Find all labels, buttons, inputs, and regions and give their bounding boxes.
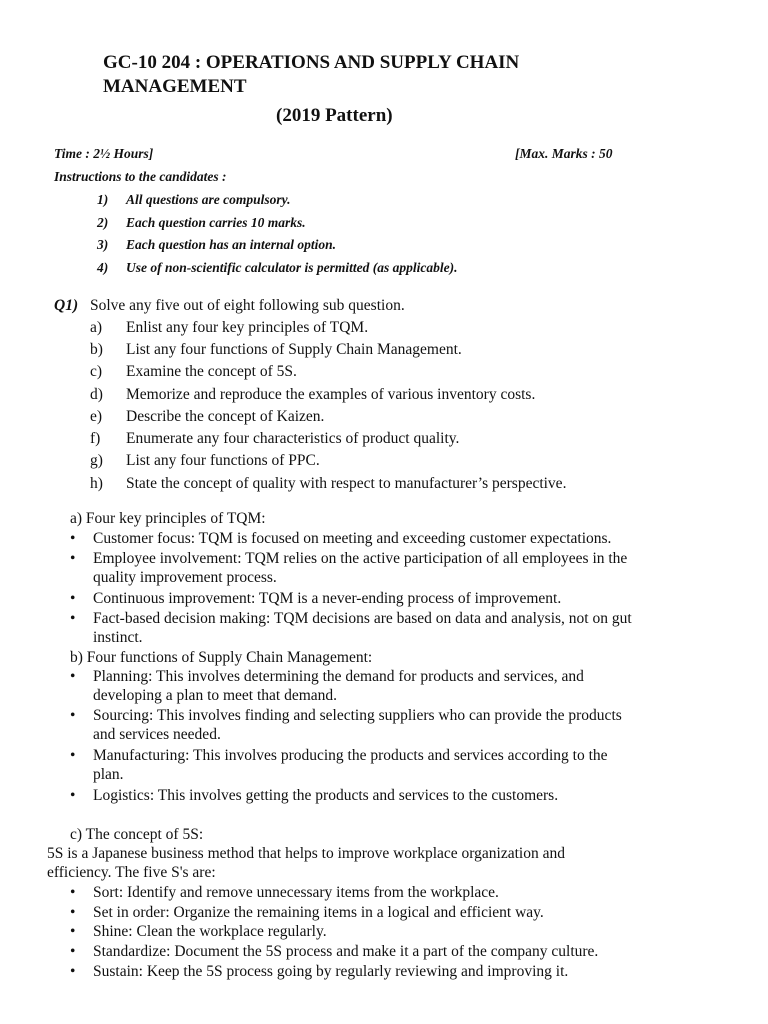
instructions-heading: Instructions to the candidates :: [54, 169, 227, 184]
subquestion-text: State the concept of quality with respect to manufacturer’s perspective.: [126, 475, 567, 492]
subquestion-letter: h): [90, 475, 103, 492]
bullet-marker: •: [70, 668, 76, 685]
bullet-text-continued: instinct.: [93, 629, 143, 646]
exam-title-line1: GC-10 204 : OPERATIONS AND SUPPLY CHAIN: [103, 52, 520, 73]
subquestion-letter: b): [90, 341, 103, 358]
instruction-text: All questions are compulsory.: [126, 192, 291, 207]
bullet-text-continued: quality improvement process.: [93, 569, 277, 586]
instruction-text: Each question has an internal option.: [126, 237, 337, 252]
subquestion-letter: a): [90, 319, 103, 336]
question-prompt: Solve any five out of eight following sub question.: [90, 297, 405, 314]
bullet-marker: •: [70, 904, 76, 921]
instruction-number: 3): [97, 237, 109, 252]
subquestion-text: Memorize and reproduce the examples of various inventory costs.: [126, 386, 536, 403]
bullet-text: Sustain: Keep the 5S process going by regularly reviewing and improving it.: [93, 963, 569, 980]
answer-c-heading: c) The concept of 5S:: [70, 826, 204, 843]
bullet-marker: •: [70, 943, 76, 960]
bullet-text: Sort: Identify and remove unnecessary items from the workplace.: [93, 884, 499, 901]
bullet-text: Fact-based decision making: TQM decisions are based on data and analysis, not on gut: [93, 610, 632, 627]
bullet-marker: •: [70, 884, 76, 901]
bullet-text: Customer focus: TQM is focused on meeting and exceeding customer expectations.: [93, 530, 612, 547]
bullet-text: Planning: This involves determining the demand for products and services, and: [93, 668, 584, 685]
bullet-text-continued: developing a plan to meet that demand.: [93, 687, 338, 704]
instruction-number: 1): [97, 192, 109, 207]
exam-max-marks: [Max. Marks : 50: [515, 146, 613, 161]
bullet-marker: •: [70, 610, 76, 627]
subquestion-letter: e): [90, 408, 103, 425]
exam-time: Time : 2½ Hours]: [54, 146, 154, 161]
bullet-text: Employee involvement: TQM relies on the active participation of all employees in the: [93, 550, 628, 567]
subquestion-text: List any four functions of Supply Chain Management.: [126, 341, 462, 358]
bullet-text: Standardize: Document the 5S process and make it a part of the company culture.: [93, 943, 599, 960]
bullet-text: Logistics: This involves getting the products and services to the customers.: [93, 787, 559, 804]
subquestion-letter: f): [90, 430, 101, 447]
bullet-text: Shine: Clean the workplace regularly.: [93, 923, 327, 940]
bullet-text: Continuous improvement: TQM is a never-ending process of improvement.: [93, 590, 562, 607]
subquestion-letter: d): [90, 386, 103, 403]
subquestion-letter: c): [90, 363, 103, 380]
bullet-text: Manufacturing: This involves producing the products and services according to the: [93, 747, 608, 764]
bullet-marker: •: [70, 923, 76, 940]
bullet-marker: •: [70, 707, 76, 724]
subquestion-text: Describe the concept of Kaizen.: [126, 408, 325, 425]
bullet-marker: •: [70, 747, 76, 764]
subquestion-text: Examine the concept of 5S.: [126, 363, 297, 380]
question-label: Q1): [54, 297, 79, 314]
bullet-marker: •: [70, 590, 76, 607]
subquestion-text: List any four functions of PPC.: [126, 452, 320, 469]
answer-c-intro: 5S is a Japanese business method that helps to improve workplace organization and: [47, 845, 565, 862]
exam-title-line2: MANAGEMENT: [103, 76, 247, 97]
bullet-marker: •: [70, 963, 76, 980]
subquestion-text: Enumerate any four characteristics of product quality.: [126, 430, 460, 447]
instruction-text: Use of non-scientific calculator is permitted (as applicable).: [126, 260, 458, 275]
instruction-text: Each question carries 10 marks.: [126, 215, 306, 230]
bullet-marker: •: [70, 530, 76, 547]
bullet-text: Sourcing: This involves finding and selecting suppliers who can provide the products: [93, 707, 622, 724]
bullet-text: Set in order: Organize the remaining items in a logical and efficient way.: [93, 904, 544, 921]
answer-b-heading: b) Four functions of Supply Chain Management:: [70, 649, 373, 666]
bullet-text-continued: plan.: [93, 766, 124, 783]
answer-a-heading: a) Four key principles of TQM:: [70, 510, 266, 527]
instruction-number: 4): [97, 260, 109, 275]
bullet-text-continued: and services needed.: [93, 726, 221, 743]
subquestion-text: Enlist any four key principles of TQM.: [126, 319, 369, 336]
bullet-marker: •: [70, 787, 76, 804]
bullet-marker: •: [70, 550, 76, 567]
answer-c-intro-continued: efficiency. The five S's are:: [47, 864, 216, 881]
exam-pattern: (2019 Pattern): [276, 105, 393, 126]
subquestion-letter: g): [90, 452, 103, 469]
instruction-number: 2): [97, 215, 109, 230]
